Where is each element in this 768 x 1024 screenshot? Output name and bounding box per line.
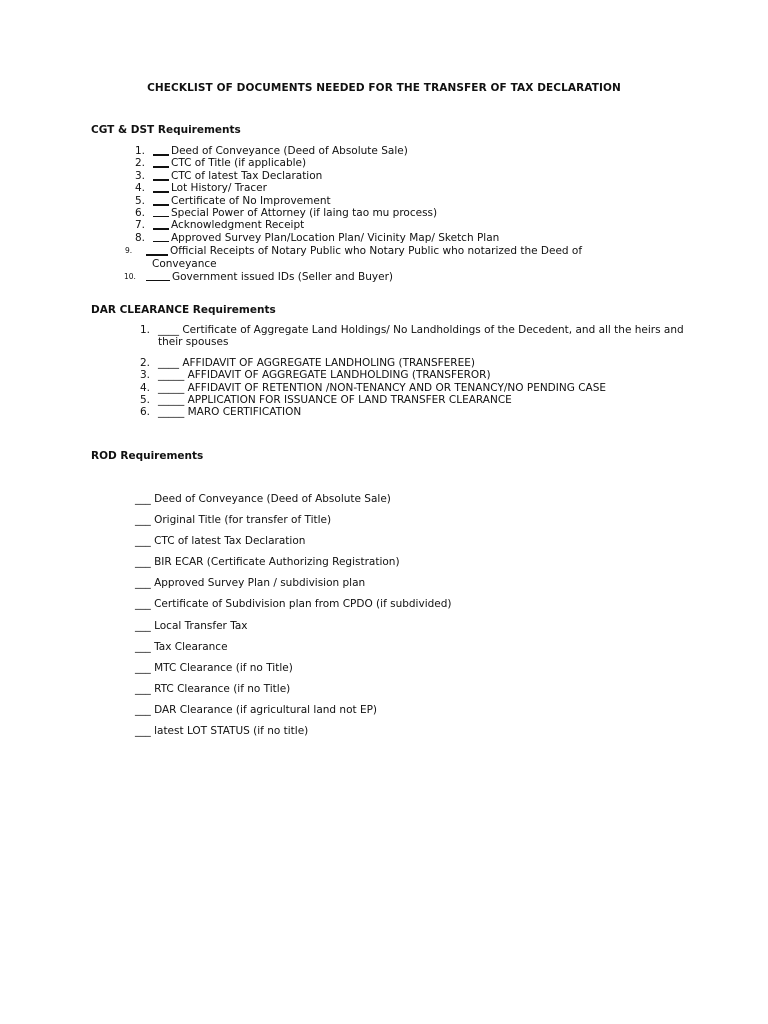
item-number: 10. <box>124 272 136 282</box>
item-number: 1. <box>134 145 145 157</box>
item-text: Special Power of Attorney (if laing tao mu process) <box>171 207 438 220</box>
rod-checklist <box>135 493 635 746</box>
list-item: ___ MTC Clearance (if no Title) <box>135 661 293 674</box>
item-number: 9. <box>125 246 133 256</box>
list-item <box>118 394 698 406</box>
item-number: 1. <box>139 324 150 336</box>
item-number: 7. <box>134 219 145 232</box>
list-item-continuation <box>118 258 638 270</box>
list-item <box>118 219 638 231</box>
list-item: ___ Deed of Conveyance (Deed of Absolute Sale) <box>135 493 391 505</box>
list-item <box>118 182 638 194</box>
rod-heading: ROD Requirements <box>91 450 204 462</box>
list-item <box>118 170 638 182</box>
list-item <box>118 232 638 244</box>
list-item <box>118 369 698 381</box>
list-item: ___ RTC Clearance (if no Title) <box>135 682 291 695</box>
item-number: 5. <box>139 394 150 407</box>
item-number: 2. <box>139 356 150 369</box>
item-text: Official Receipts of Notary Public who Notary Public who notarized the Deed of <box>170 245 583 258</box>
list-item <box>118 145 638 157</box>
item-text: ____ Certificate of Aggregate Land Holdings/ No Landholdings of the Decedent, and all the heirs and their spouses <box>158 324 684 349</box>
item-number: 4. <box>139 381 150 394</box>
item-number: 3. <box>139 369 150 382</box>
item-text: Acknowledgment Receipt <box>171 219 305 232</box>
checkbox-blank <box>153 219 169 230</box>
list-item: ___ Local Transfer Tax <box>135 619 248 632</box>
item-number: 3. <box>134 169 145 182</box>
checkbox-blank <box>153 207 169 217</box>
item-text: Lot History/ Tracer <box>171 182 267 195</box>
list-item: ___ BIR ECAR (Certificate Authorizing Registration) <box>135 556 400 569</box>
item-number: 4. <box>134 182 145 195</box>
item-text-continued: Conveyance <box>152 257 217 270</box>
item-text: CTC of Title (if applicable) <box>171 157 307 170</box>
checkbox-blank <box>146 245 168 256</box>
list-item: ___ latest LOT STATUS (if no title) <box>135 725 309 738</box>
list-item: ___ Approved Survey Plan / subdivision plan <box>135 577 366 590</box>
item-number: 5. <box>134 194 145 207</box>
checkbox-blank <box>153 232 169 242</box>
list-item <box>118 382 698 394</box>
item-text: _____ AFFIDAVIT OF RETENTION /NON-TENANCY AND OR TENANCY/NO PENDING CASE <box>158 381 607 394</box>
item-text: _____ AFFIDAVIT OF AGGREGATE LANDHOLDING (TRANSFEROR) <box>158 369 491 382</box>
item-text: CTC of latest Tax Declaration <box>171 169 323 182</box>
cgt-dst-heading: CGT & DST Requirements <box>91 124 241 136</box>
item-text: Government issued IDs (Seller and Buyer) <box>172 271 393 284</box>
item-text: Certificate of No Improvement <box>171 194 331 207</box>
cgt-dst-checklist <box>118 145 638 283</box>
item-text: ____ AFFIDAVIT OF AGGREGATE LANDHOLING (TRANSFEREE) <box>158 356 475 369</box>
list-item: ___ DAR Clearance (if agricultural land not EP) <box>135 703 378 716</box>
document-title: CHECKLIST OF DOCUMENTS NEEDED FOR THE TRANSFER OF TAX DECLARATION <box>147 82 621 94</box>
list-item <box>118 245 638 257</box>
checkbox-blank <box>153 170 169 181</box>
item-number: 8. <box>134 231 145 244</box>
item-number: 6. <box>139 406 150 419</box>
list-item: ___ Tax Clearance <box>135 640 228 653</box>
item-text: _____ MARO CERTIFICATION <box>158 406 302 419</box>
list-item <box>118 157 638 169</box>
checkbox-blank <box>153 145 169 156</box>
checkbox-blank <box>153 195 169 206</box>
item-text: Approved Survey Plan/Location Plan/ Vicinity Map/ Sketch Plan <box>171 231 500 244</box>
list-item: ___ Original Title (for transfer of Title) <box>135 514 332 527</box>
list-item <box>118 406 698 418</box>
item-text: Deed of Conveyance (Deed of Absolute Sale) <box>171 145 408 157</box>
dar-clearance-checklist <box>118 324 698 419</box>
item-number: 6. <box>134 207 145 220</box>
item-number: 2. <box>134 157 145 170</box>
checkbox-blank <box>146 271 170 281</box>
list-item: ___ CTC of latest Tax Declaration <box>135 535 306 548</box>
item-text: _____ APPLICATION FOR ISSUANCE OF LAND TRANSFER CLEARANCE <box>158 394 512 407</box>
list-item <box>118 207 638 219</box>
list-item <box>118 195 638 207</box>
list-item <box>118 324 698 349</box>
checkbox-blank <box>153 157 169 168</box>
list-item <box>118 271 638 283</box>
checkbox-blank <box>153 182 169 193</box>
list-item <box>118 357 698 369</box>
dar-clearance-heading: DAR CLEARANCE Requirements <box>91 304 276 316</box>
list-item: ___ Certificate of Subdivision plan from CPDO (if subdivided) <box>135 598 452 611</box>
